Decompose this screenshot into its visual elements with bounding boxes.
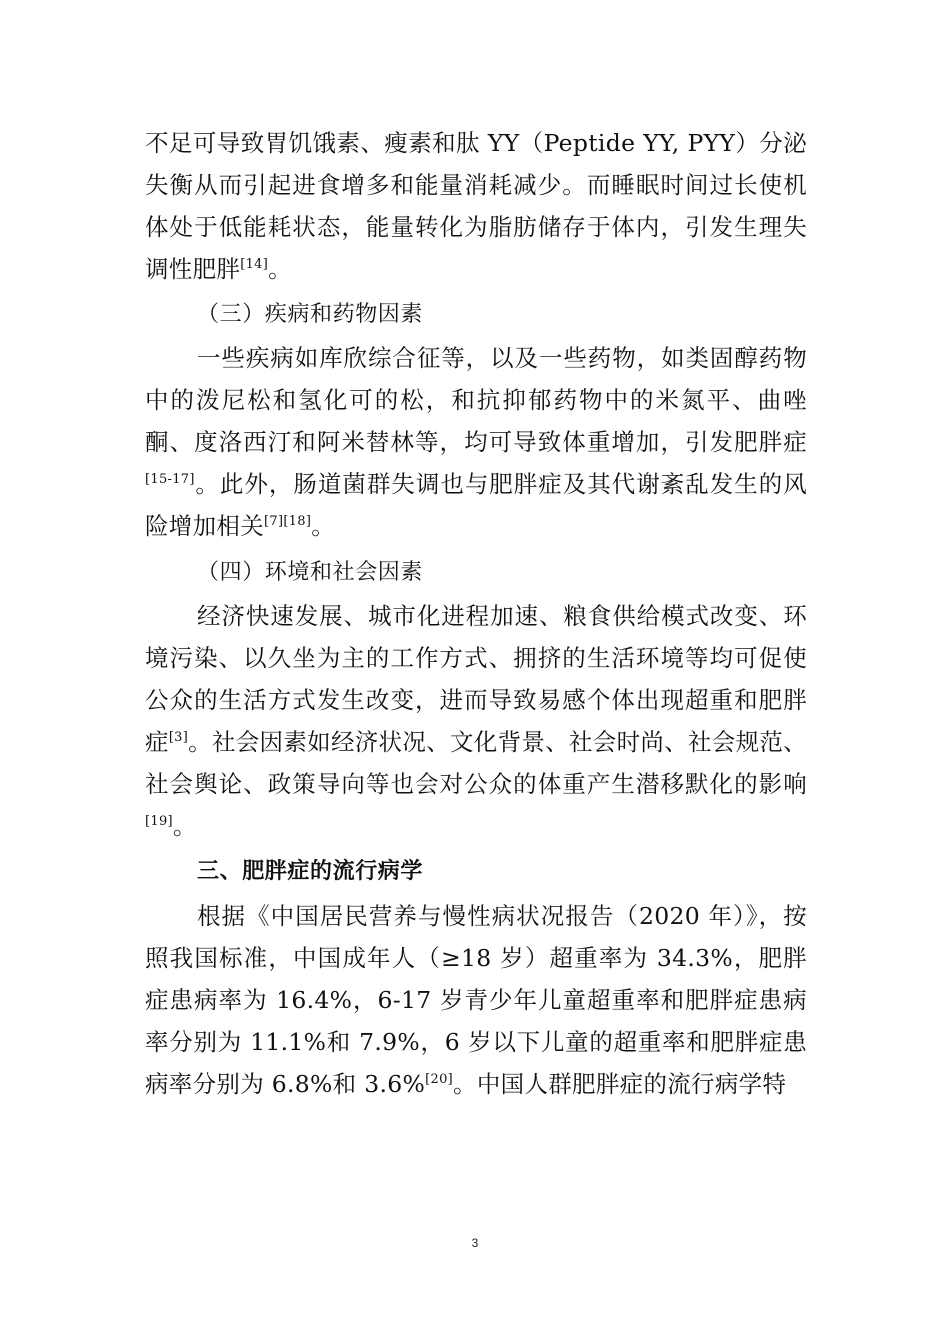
paragraph-text-end: 。	[172, 812, 197, 840]
paragraph-text: 根据《中国居民营养与慢性病状况报告（2020 年）》，按照我国标准，中国成年人（≥18 岁）超重率为 34.3%，肥胖症患病率为 16.4%，6-17 岁青少年儿童超重率和肥胖症患病率分别为 11.1%和 7.9%，6 岁以下儿童的超重率和肥胖症患病率分别为 6.8%和 3.6%	[145, 902, 807, 1098]
citation: [14]	[240, 257, 269, 272]
paragraph-text: 。此外，肠道菌群失调也与肥胖症及其代谢紊乱发生的风险增加相关	[145, 470, 807, 540]
paragraph-environment-social	[145, 595, 807, 847]
paragraph-epidemiology	[145, 895, 807, 1105]
section-heading-epidemiology: 三、肥胖症的流行病学	[197, 859, 424, 884]
subheading-disease-drug: （三）疾病和药物因素	[197, 302, 424, 327]
citation: [20]	[425, 1072, 454, 1087]
paragraph-text: 不足可导致胃饥饿素、瘦素和肽 YY（Peptide YY, PYY）分泌失衡从而引起进食增多和能量消耗减少。而睡眠时间过长使机体处于低能耗状态，能量转化为脂肪储存于体内，引发生理失调性肥胖	[145, 129, 807, 283]
citation: [7][18]	[264, 514, 312, 529]
citation: [15-17]	[145, 472, 195, 487]
citation: [19]	[145, 814, 173, 829]
paragraph-text: 经济快速发展、城市化进程加速、粮食供给模式改变、环境污染、以久坐为主的工作方式、拥挤的生活环境等均可促使公众的生活方式发生改变，进而导致易感个体出现超重和肥胖症	[145, 602, 807, 756]
paragraph-text: 。社会因素如经济状况、文化背景、社会时尚、社会规范、社会舆论、政策导向等也会对公众的体重产生潜移默化的影响	[145, 728, 807, 798]
paragraph-sleep	[145, 122, 807, 290]
paragraph-text-end: 。中国人群肥胖症的流行病学特	[453, 1070, 787, 1098]
citation: [3]	[168, 730, 189, 745]
page-number: 3	[471, 1236, 479, 1250]
subheading-environment-social: （四）环境和社会因素	[197, 560, 424, 585]
paragraph-text-end: 。	[311, 512, 336, 540]
paragraph-text-end: 。	[268, 255, 292, 283]
paragraph-text: 一些疾病如库欣综合征等，以及一些药物，如类固醇药物中的泼尼松和氢化可的松，和抗抑郁药物中的米氮平、曲唑酮、度洛西汀和阿米替林等，均可导致体重增加，引发肥胖症	[145, 344, 807, 456]
paragraph-disease-drug	[145, 337, 807, 547]
